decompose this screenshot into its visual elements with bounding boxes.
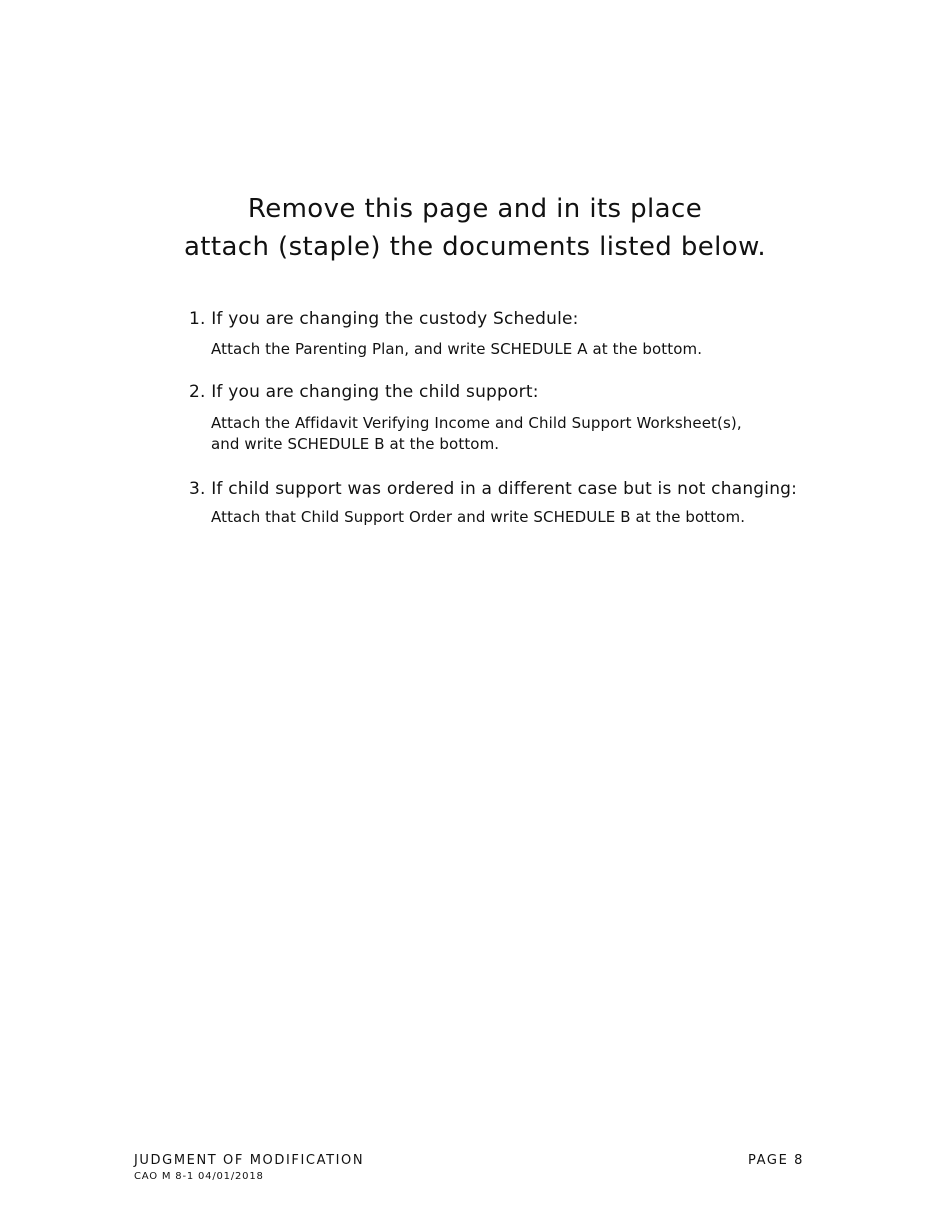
heading-line-1: Remove this page and in its place [247, 194, 703, 224]
page-heading [0, 190, 950, 266]
instruction-text: Attach that Child Support Order and write SCHEDULE B at the bottom. [211, 508, 746, 526]
instruction-item-1 [189, 307, 702, 360]
instruction-heading: 2. If you are changing the child support: [189, 382, 539, 402]
footer-page-number: PAGE 8 [748, 1153, 804, 1168]
footer-form-code: CAO M 8-1 04/01/2018 [134, 1171, 264, 1182]
instruction-item-2 [189, 380, 742, 455]
instruction-text: Attach the Affidavit Verifying Income and Child Support Worksheet(s), and write SCHEDULE B at the bottom. [211, 414, 742, 453]
heading-line-2: attach (staple) the documents listed below. [183, 232, 767, 262]
footer-form-title: JUDGMENT OF MODIFICATION [134, 1153, 365, 1168]
instruction-item-3 [189, 477, 797, 528]
instruction-heading: 3. If child support was ordered in a different case but is not changing: [189, 479, 798, 499]
instruction-text: Attach the Parenting Plan, and write SCHEDULE A at the bottom. [211, 340, 703, 358]
instruction-heading: 1. If you are changing the custody Schedule: [189, 309, 579, 329]
